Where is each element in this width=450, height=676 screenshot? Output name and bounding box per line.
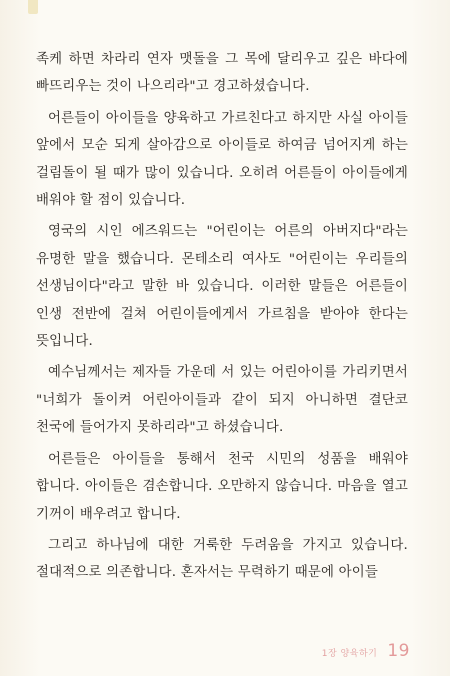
paragraph: 그리고 하나님에 대한 거룩한 두려움을 가지고 있습니다. 절대적으로 의존합니다. 혼자서는 무력하기 때문에 아이들 bbox=[36, 537, 408, 581]
page-number: 19 bbox=[387, 641, 410, 661]
page-corner-tab bbox=[28, 0, 38, 14]
paragraph: 어른들이 아이들을 양육하고 가르친다고 하지만 사실 아이들 앞에서 모순 되게 살아감으로 아이들로 하여금 넘어지게 하는 걸림돌이 될 때가 많이 있습니다. 오히려 어른들이 아이들에게 배워야 할 점이 있습니다. bbox=[36, 110, 408, 209]
paragraph: 어른들은 아이들을 통해서 천국 시민의 성품을 배워야 합니다. 아이들은 겸손합니다. 오만하지 않습니다. 마음을 열고 기꺼이 배우려고 합니다. bbox=[36, 451, 408, 522]
chapter-label: 1장 양육하기 bbox=[321, 649, 378, 659]
paragraph: 영국의 시인 에즈워드는 "어린이는 어른의 아버지다"라는 유명한 말을 했습니다. 몬테소리 여사도 "어린이는 우리들의 선생님이다"라고 말한 바 있습니다. 이러한 말들은 어른들이 인생 전반에 걸쳐 어린이들에게서 가르침을 받아야 한다는 뜻입니다. bbox=[36, 224, 408, 350]
paragraph: 예수님께서는 제자들 가운데 서 있는 어린아이를 가리키면서 "너희가 돌이켜 어린아이들과 같이 되지 아니하면 결단코 천국에 들어가지 못하리라"고 하셨습니다. bbox=[36, 365, 408, 436]
page-footer bbox=[322, 641, 410, 661]
body-text bbox=[36, 46, 408, 591]
paragraph-continuation: 족케 하면 차라리 연자 맷돌을 그 목에 달리우고 깊은 바다에 빠뜨리우는 것이 나으리라"고 경고하셨습니다. bbox=[36, 52, 408, 95]
